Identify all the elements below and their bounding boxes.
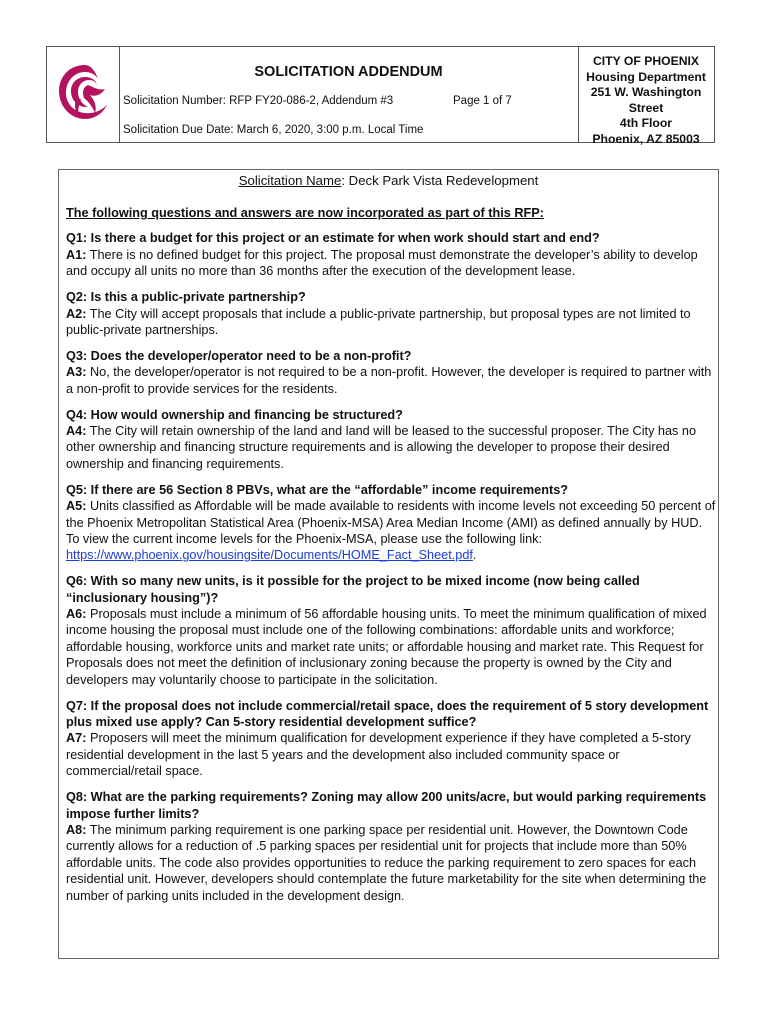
answer-label: A5: <box>66 499 87 514</box>
answer-text: The City will accept proposals that include a public-private partnership, but proposal types are not limited to public-private partnerships. <box>66 306 691 337</box>
answer-text: The City will retain ownership of the land and land will be leased to the successful proposer. The City has no other ownership and financing structure requirements and is allowing the developer to propose their desired ownership and financing requirements. <box>66 423 697 471</box>
solicitation-number: Solicitation Number: RFP FY20-086-2, Addendum #3 <box>123 95 394 107</box>
answer-label: A4: <box>66 423 87 438</box>
answer <box>66 730 716 779</box>
qa-item <box>66 289 716 338</box>
org-name: CITY OF PHOENIX <box>592 54 700 68</box>
question: Q3: Does the developer/operator need to be a non-profit? <box>66 348 412 363</box>
answer <box>66 364 716 397</box>
answer-label: A3: <box>66 365 87 380</box>
answer-label: A6: <box>66 607 87 622</box>
address-block <box>578 47 714 146</box>
qa-item <box>66 482 716 564</box>
answer-text: There is no defined budget for this project. The proposal must demonstrate the developer’s ability to develop and occupy all units no more than 36 months after the execution of the development lease. <box>66 247 698 279</box>
question: Q8: What are the parking requirements? Zoning may allow 200 units/acre, but would parking requirements impose further limits? <box>66 790 707 821</box>
qa-body <box>58 169 719 959</box>
answer-tail: . <box>472 548 477 563</box>
income-levels-link[interactable]: https://www.phoenix.gov/housingsite/Documents/HOME_Fact_Sheet.pdf <box>66 548 473 563</box>
answer <box>66 306 716 339</box>
logo-cell <box>47 47 120 142</box>
header-table <box>46 46 715 146</box>
question: Q7: If the proposal does not include commercial/retail space, does the requirement of 5 story development plus mixed use apply? Can 5-story residential development suffice? <box>66 698 709 729</box>
header-info-cell <box>119 47 579 142</box>
qa-item <box>66 348 716 397</box>
answer-label: A1: <box>66 247 87 262</box>
street-address: 251 W. Washington Street <box>590 85 702 115</box>
city-state-zip: Phoenix, AZ 85003 <box>592 131 700 146</box>
question: Q1: Is there a budget for this project or an estimate for when work should start and end? <box>66 231 600 246</box>
answer-label: A2: <box>66 306 87 321</box>
question: Q2: Is this a public-private partnership? <box>66 290 306 305</box>
floor: 4th Floor <box>619 116 673 130</box>
answer-text: The minimum parking requirement is one parking space per residential unit. However, the Downtown Code currently allows for a reduction of .5 parking spaces per residential unit for projects that include more than 50% affordable units. The code also provides opportunities to reduce the parking requirement to zero spaces for each residential unit. However, developers should contemplate the future marketability for the site when determining the number of parking units included in the development design. <box>66 822 707 903</box>
qa-content <box>66 205 716 913</box>
qa-item <box>66 230 716 279</box>
page-number: Page 1 of 7 <box>453 95 512 107</box>
document-title: SOLICITATION ADDENDUM <box>254 64 443 80</box>
intro-text: The following questions and answers are now incorporated as part of this RFP: <box>66 206 544 220</box>
qa-item <box>66 407 716 473</box>
solicitation-name-value: : Deck Park Vista Redevelopment <box>341 173 539 188</box>
question: Q6: With so many new units, is it possible for the project to be mixed income (now being called “inclusionary housing”)? <box>66 574 640 605</box>
solicitation-name-label: Solicitation Name <box>238 173 342 188</box>
answer-text: Proposers will meet the minimum qualification for development experience if they have completed a 5-story residential development in the last 5 years and the development also included community space or commercial/retail space. <box>66 731 691 779</box>
answer-text: Proposals must include a minimum of 56 affordable housing units. To meet the minimum qualification of mixed income housing the proposal must include one of the following combinations: affordable units and workforce; affordable housing, workforce units and market rate units; or affordable housing and market rate. This Request for Proposals does not meet the definition of inclusionary zoning because the property is owned by the City and developers may voluntarily choose to participate in the solicitation. <box>66 607 707 687</box>
qa-item <box>66 573 716 688</box>
answer <box>66 247 716 280</box>
answer <box>66 498 716 564</box>
qa-item <box>66 698 716 780</box>
answer-text: No, the developer/operator is not required to be a non-profit. However, the developer is required to partner with a non-profit to provide services for the residents. <box>66 365 712 396</box>
question: Q5: If there are 56 Section 8 PBVs, what are the “affordable” income requirements? <box>66 482 569 497</box>
answer-label: A8: <box>66 822 87 837</box>
answer <box>66 822 716 904</box>
question: Q4: How would ownership and financing be structured? <box>66 407 403 422</box>
city-of-phoenix-logo-icon <box>55 61 111 123</box>
department: Housing Department <box>586 69 706 84</box>
answer <box>66 423 716 472</box>
solicitation-name <box>59 173 718 188</box>
answer-text: Units classified as Affordable will be made available to residents with income levels not exceeding 50 percent of the Phoenix Metropolitan Statistical Area (Phoenix-MSA) Area Median Income (AMI) as defined annually by HUD. To view the current income levels for the Phoenix-MSA, please use the following link: <box>66 499 716 546</box>
due-date: Solicitation Due Date: March 6, 2020, 3:00 p.m. Local Time <box>123 124 424 136</box>
answer-label: A7: <box>66 731 87 746</box>
answer <box>66 606 716 688</box>
qa-item <box>66 789 716 904</box>
